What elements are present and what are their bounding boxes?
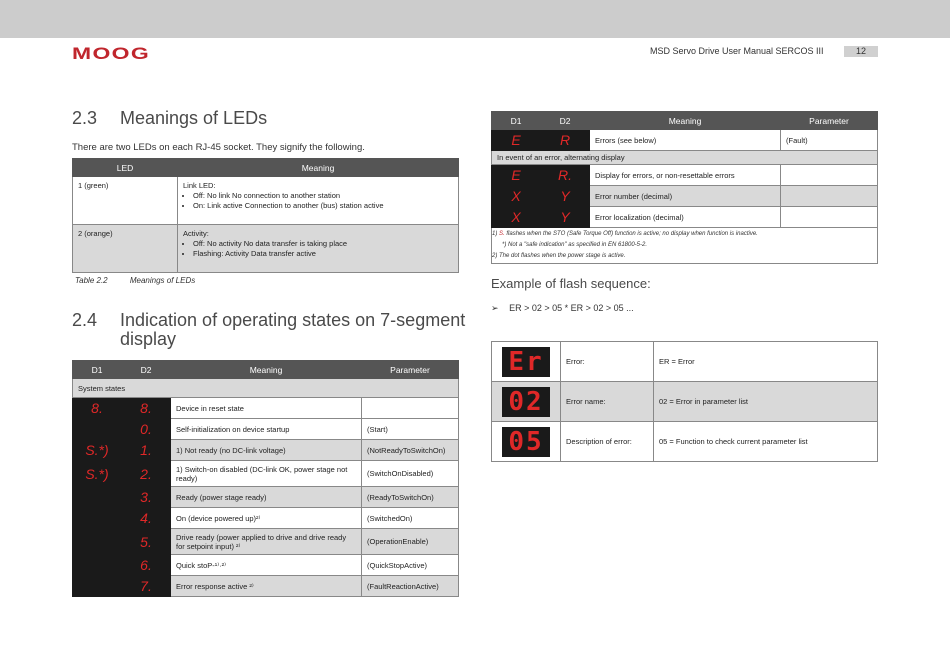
col-header-meaning: Meaning (171, 361, 362, 379)
document-title: MSD Servo Drive User Manual SERCOS III (650, 46, 824, 56)
d2-display: 7. (122, 576, 171, 597)
col-header-d2: D2 (541, 112, 590, 130)
led-cell: 2 (orange) (73, 225, 178, 273)
meaning-cell: Error localization (decimal) (590, 207, 781, 228)
table-row (73, 576, 459, 597)
d1-display: E (492, 165, 541, 186)
footnotes (492, 228, 878, 264)
seven-segment-display: 02 (502, 387, 550, 417)
d1-display (73, 487, 122, 508)
parameter-cell (781, 186, 878, 207)
footnote-red-s: S. (499, 231, 505, 237)
table-row (73, 440, 459, 461)
d2-display: 3. (122, 487, 171, 508)
section-title: Meanings of LEDs (120, 108, 268, 128)
section-intro: There are two LEDs on each RJ-45 socket. They signify the following. (72, 142, 365, 153)
d1-display (73, 555, 122, 576)
col-header-d2: D2 (122, 361, 171, 379)
table-row (492, 422, 878, 462)
d2-display: Y (541, 207, 590, 228)
meaning-title: Activity: (183, 229, 209, 238)
d1-display: S.*) (73, 440, 122, 461)
table-row (73, 555, 459, 576)
meaning-cell: 1) Not ready (no DC-link voltage) (171, 440, 362, 461)
col-header-d1: D1 (73, 361, 122, 379)
brand-logo: MOOG (72, 44, 151, 63)
d2-display: 8. (122, 398, 171, 419)
display-cell (492, 342, 561, 382)
parameter-cell: (SwitchOnDisabled) (362, 461, 459, 487)
caption-number: Table 2.2 (75, 276, 108, 285)
table-row (492, 186, 878, 207)
section-2-3-heading (72, 108, 472, 132)
col-header-d1: D1 (492, 112, 541, 130)
footnote-1 (492, 229, 877, 240)
led-table (72, 158, 459, 273)
label-cell: Description of error: (561, 422, 654, 462)
alternating-label: In event of an error, alternating display (492, 151, 878, 165)
parameter-cell: (SwitchedOn) (362, 508, 459, 529)
d1-display: E (492, 130, 541, 151)
seven-segment-display: Er (502, 347, 550, 377)
meaning-cell (178, 225, 459, 273)
table-row (492, 207, 878, 228)
display-cell (492, 422, 561, 462)
table-row (73, 225, 459, 273)
table-row (73, 398, 459, 419)
table-row (492, 130, 878, 151)
table-row (73, 461, 459, 487)
col-header-led: LED (73, 159, 178, 177)
parameter-cell: (FaultReactionActive) (362, 576, 459, 597)
d2-display: R. (541, 165, 590, 186)
d1-display (73, 529, 122, 555)
parameter-cell (781, 165, 878, 186)
table-caption (75, 276, 195, 285)
parameter-cell: (ReadyToSwitchOn) (362, 487, 459, 508)
label-cell: Error: (561, 342, 654, 382)
d1-display: X (492, 207, 541, 228)
d1-display (73, 419, 122, 440)
parameter-cell: (NotReadyToSwitchOn) (362, 440, 459, 461)
meaning-cell: Quick stoP-¹⁾·²⁾ (171, 555, 362, 576)
col-header-parameter: Parameter (362, 361, 459, 379)
meaning-cell: On (device powered up)²⁾ (171, 508, 362, 529)
section-number: 2.3 (72, 108, 98, 128)
d1-display (73, 576, 122, 597)
flash-sequence-line (491, 303, 634, 314)
d1-display: S.*) (73, 461, 122, 487)
table-row (73, 529, 459, 555)
table-row (492, 165, 878, 186)
section-title-line2: display (120, 329, 177, 349)
meaning-cell: Self-initialization on device startup (171, 419, 362, 440)
meaning-cell: Drive ready (power applied to drive and drive ready for setpoint input) ²⁾ (171, 529, 362, 555)
footnote-2: 2) The dot flashes when the power stage is active. (492, 253, 626, 259)
d1-display: X (492, 186, 541, 207)
group-label: System states (73, 379, 459, 398)
table-row (492, 382, 878, 422)
table-row (73, 487, 459, 508)
display-cell (492, 382, 561, 422)
col-header-meaning: Meaning (590, 112, 781, 130)
parameter-cell: (QuickStopActive) (362, 555, 459, 576)
d2-display: 5. (122, 529, 171, 555)
error-states-table (491, 111, 878, 264)
d2-display: 6. (122, 555, 171, 576)
flash-sequence: ER > 02 > 05 * ER > 02 > 05 ... (509, 303, 634, 313)
parameter-cell (781, 207, 878, 228)
d2-display: Y (541, 186, 590, 207)
list-item: • Off: No link No connection to another station (193, 191, 453, 200)
value-cell: ER = Error (654, 342, 878, 382)
footnote-1b: *) Not a "safe indication" as specified in EN 61800-5-2. (502, 242, 648, 248)
parameter-cell: (Fault) (781, 130, 878, 151)
d1-display: 8. (73, 398, 122, 419)
d2-display: 2. (122, 461, 171, 487)
col-header-meaning: Meaning (178, 159, 459, 177)
parameter-cell: (Start) (362, 419, 459, 440)
list-item: • Flashing: Activity Data transfer active (193, 249, 453, 258)
parameter-cell (362, 398, 459, 419)
section-number: 2.4 (72, 310, 98, 330)
top-bar (0, 0, 950, 38)
meaning-cell: Error number (decimal) (590, 186, 781, 207)
d1-display (73, 508, 122, 529)
footnote-prefix: 1) (492, 231, 500, 237)
meaning-cell: Errors (see below) (590, 130, 781, 151)
meaning-cell (178, 177, 459, 225)
d2-display: 4. (122, 508, 171, 529)
meaning-cell: 1) Switch-on disabled (DC-link OK, power stage not ready) (171, 461, 362, 487)
footnote-text: flashes when the STO (Safe Torque Off) function is active; no display when function is inactive. (504, 231, 758, 237)
page-number: 12 (844, 46, 878, 57)
value-cell: 05 = Function to check current parameter list (654, 422, 878, 462)
caption-text: Meanings of LEDs (129, 276, 196, 285)
operating-states-table (72, 360, 459, 597)
list-item: • On: Link active Connection to another (bus) station active (193, 201, 453, 210)
seven-segment-display: 05 (502, 427, 550, 457)
parameter-cell: (OperationEnable) (362, 529, 459, 555)
table-row (73, 508, 459, 529)
section-2-4-heading (72, 310, 492, 354)
meaning-cell: Ready (power stage ready) (171, 487, 362, 508)
section-title-line1: Indication of operating states on 7-segment (120, 310, 466, 330)
value-cell: 02 = Error in parameter list (654, 382, 878, 422)
label-cell: Error name: (561, 382, 654, 422)
table-row (73, 419, 459, 440)
meaning-cell: Display for errors, or non-resettable errors (590, 165, 781, 186)
d2-display: 0. (122, 419, 171, 440)
table-row (73, 177, 459, 225)
d2-display: R (541, 130, 590, 151)
flash-example-table (491, 341, 878, 462)
col-header-parameter: Parameter (781, 112, 878, 130)
list-item: • Off: No activity No data transfer is taking place (193, 239, 453, 248)
meaning-cell: Error response active ²⁾ (171, 576, 362, 597)
d2-display: 1. (122, 440, 171, 461)
flash-example-title: Example of flash sequence: (491, 276, 651, 291)
meaning-cell: Device in reset state (171, 398, 362, 419)
meaning-title: Link LED: (183, 181, 216, 190)
led-cell: 1 (green) (73, 177, 178, 225)
arrow-icon: ➢ (491, 303, 499, 313)
table-row (492, 342, 878, 382)
